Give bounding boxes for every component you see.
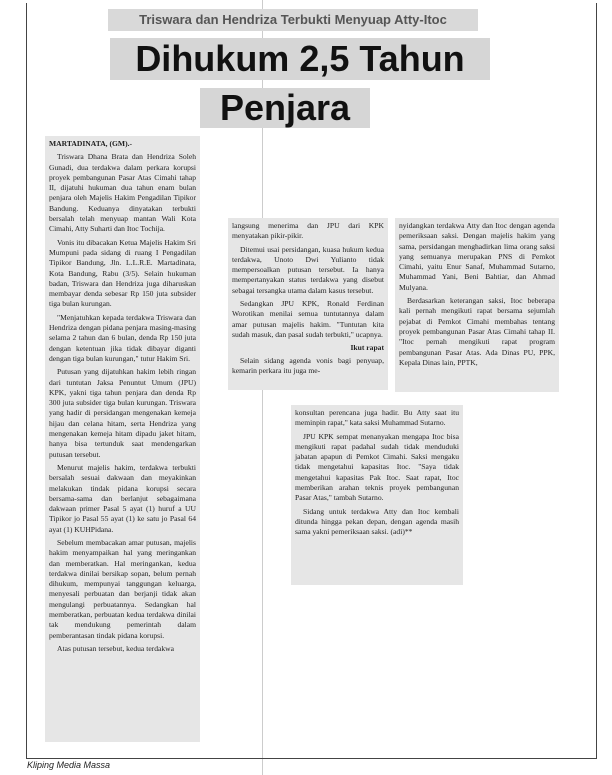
paragraph: Sedangkan JPU KPK, Ronald Ferdinan Worotikan menilai semua tuntutannya dalam amar putusan majelis hakim. "Tuntutan kita sudah masuk, dan pasal sudah terbukti," ucapnya. bbox=[232, 299, 384, 339]
paragraph: Menurut majelis hakim, terdakwa terbukti bersalah sesuai dakwaan dan meyakinkan melakukan tindak pidana korupsi secara bersama-sama dan berlanjut sebagaimana dakwaan primer Pasal 5 ayat (1) huruf a UU Tipikor jo Pasal 55 ayat (1) ke satu jo Pasal 64 ayat (1) KUHPidana. bbox=[49, 462, 196, 534]
paragraph: "Menjatuhkan kepada terdakwa Triswara dan Hendriza dengan pidana penjara masing-masing selama 2 tahun dan 6 bulan, denda Rp 150 juta dengan ketentuan jika tidak dibayar diganti dengan tiga bulan kurungan," tutur Hakim Sri. bbox=[49, 312, 196, 363]
subheading: Ikut rapat bbox=[350, 343, 384, 353]
paragraph: Triswara Dhana Brata dan Hendriza Soleh Gunadi, dua terdakwa dalam perkara korupsi proyek pembangunan Pasar Atas Cimahi tahap II, dijatuhi hukuman dua tahun enam bulan penjara oleh Majelis Hakim Pengadilan Tipikor Bandung. Keduanya dinyatakan terbukti bersalah telah menyuap mantan Wali Kota Cimahi, Atty Suharti dan Itoc Tochija. bbox=[49, 152, 196, 234]
article-column-1 bbox=[45, 136, 200, 742]
article-column-2 bbox=[228, 218, 388, 390]
paragraph: Vonis itu dibacakan Ketua Majelis Hakim Sri Mumpuni pada sidang di ruang I Pengadilan Tipikor Bandung, Jln. L.L.R.E. Martadinata, Kota Bandung, Rabu (3/5). Selain hukuman badan, Triswara dan Hendriza juga diharuskan membayar denda sebesar Rp 150 juta subsider tiga bulan kurungan. bbox=[49, 237, 196, 309]
paragraph: Putusan yang dijatuhkan hakim lebih ringan dari tuntutan Jaksa Penuntut Umum (JPU) KPK, yakni tiga tahun penjara dan denda Rp 300 juta subsider tiga bulan kurungan. Triswara yang hadir di persidangan mengenakan kemeja hijau dan celana hitam, serta Hendriza yang mengenakan kemeja hitam dipadu jaket hitam, hanya bisa tertunduk saat mendengarkan putusan tersebut. bbox=[49, 367, 196, 459]
dateline: MARTADINATA, (GM).- bbox=[49, 139, 133, 148]
paragraph: Atas putusan tersebut, kedua terdakwa bbox=[57, 643, 175, 653]
paragraph: Sidang untuk terdakwa Atty dan Itoc kembali ditunda hingga pekan depan, dengan agenda masih sama yakni pemeriksaan saksi. (adi)** bbox=[295, 506, 459, 537]
paragraph: konsultan perencana juga hadir. Bu Atty saat itu meminpin rapat," kata saksi Muhammad Sutarno. bbox=[295, 408, 459, 428]
article-column-4 bbox=[291, 405, 463, 585]
paragraph: Ditemui usai persidangan, kuasa hukum kedua terdakwa, Unoto Dwi Yulianto tidak mempersoalkan putusan tersebut. Ia hanya mempertanyakan status terdakwa yang disebut sebagai tersangka utama dalam kasus tersebut. bbox=[232, 244, 384, 295]
headline-line-2: Penjara bbox=[200, 88, 370, 128]
headline-line-1: Dihukum 2,5 Tahun bbox=[110, 38, 490, 80]
article-column-3 bbox=[395, 218, 559, 392]
paragraph: Berdasarkan keterangan saksi, Itoc beberapa kali pernah mengikuti rapat bersama sejumlah pejabat di Pemkot Cimahi membahas tentang proyek pembangunan Pasar Atas Cimahi tahap II. "Itoc pernah mengikuti rapat program pembangunan Pasar Atas. Ada Dinas PU, PPK, Kepala Dinas lain, PPTK, bbox=[399, 296, 555, 367]
paragraph: JPU KPK sempat menanyakan mengapa Itoc bisa mengikuti rapat padahal sudah tidak menduduki jabatan apapun di Pemkot Cimahi. Saksi mengaku tidak mengetahui kapasitas Itoc. "Saya tidak mengetahui kapasitas Pak Itoc. Saat rapat, Itoc memberikan arahan teknis proyek pembangunan Pasar Atas," tambah Sutarno. bbox=[295, 431, 459, 503]
footer-label: Kliping Media Massa bbox=[27, 760, 111, 770]
paragraph: nyidangkan terdakwa Atty dan Itoc dengan agenda pemeriksaan saksi. Dengan majelis hakim yang sama, persidangan menghadirkan lima orang saksi yang semuanya merupakan PNS di Pemkot Cimahi, yaitu Enur Sanaf, Muhammad Sutarno, Muhammad Yani, Beni Bahtiar, dan Ahmad Mulyana. bbox=[399, 221, 555, 292]
paragraph: langsung menerima dan JPU dari KPK menyatakan pikir-pikir. bbox=[232, 221, 384, 241]
paragraph: Sebelum membacakan amar putusan, majelis hakim menyampaikan hal yang meringankan dan memberatkan. Hal meringankan, kedua terdakwa dinilai bersikap sopan, belum pernah dihukum, mempunyai tanggungan keluarga, menyesali perbuatan dan berjanji tidak akan mengulangi perbuatannya. Sedangkan hal memberatkan, perbuatan kedua terdakwa dinilai tak mendukung pemerintah dalam pemberantasan tindak pidana korupsi. bbox=[49, 537, 196, 640]
paragraph: Selain sidang agenda vonis bagi penyuap, kemarin perkara itu juga me- bbox=[232, 355, 384, 375]
article-kicker: Triswara dan Hendriza Terbukti Menyuap Atty-Itoc bbox=[108, 9, 478, 31]
